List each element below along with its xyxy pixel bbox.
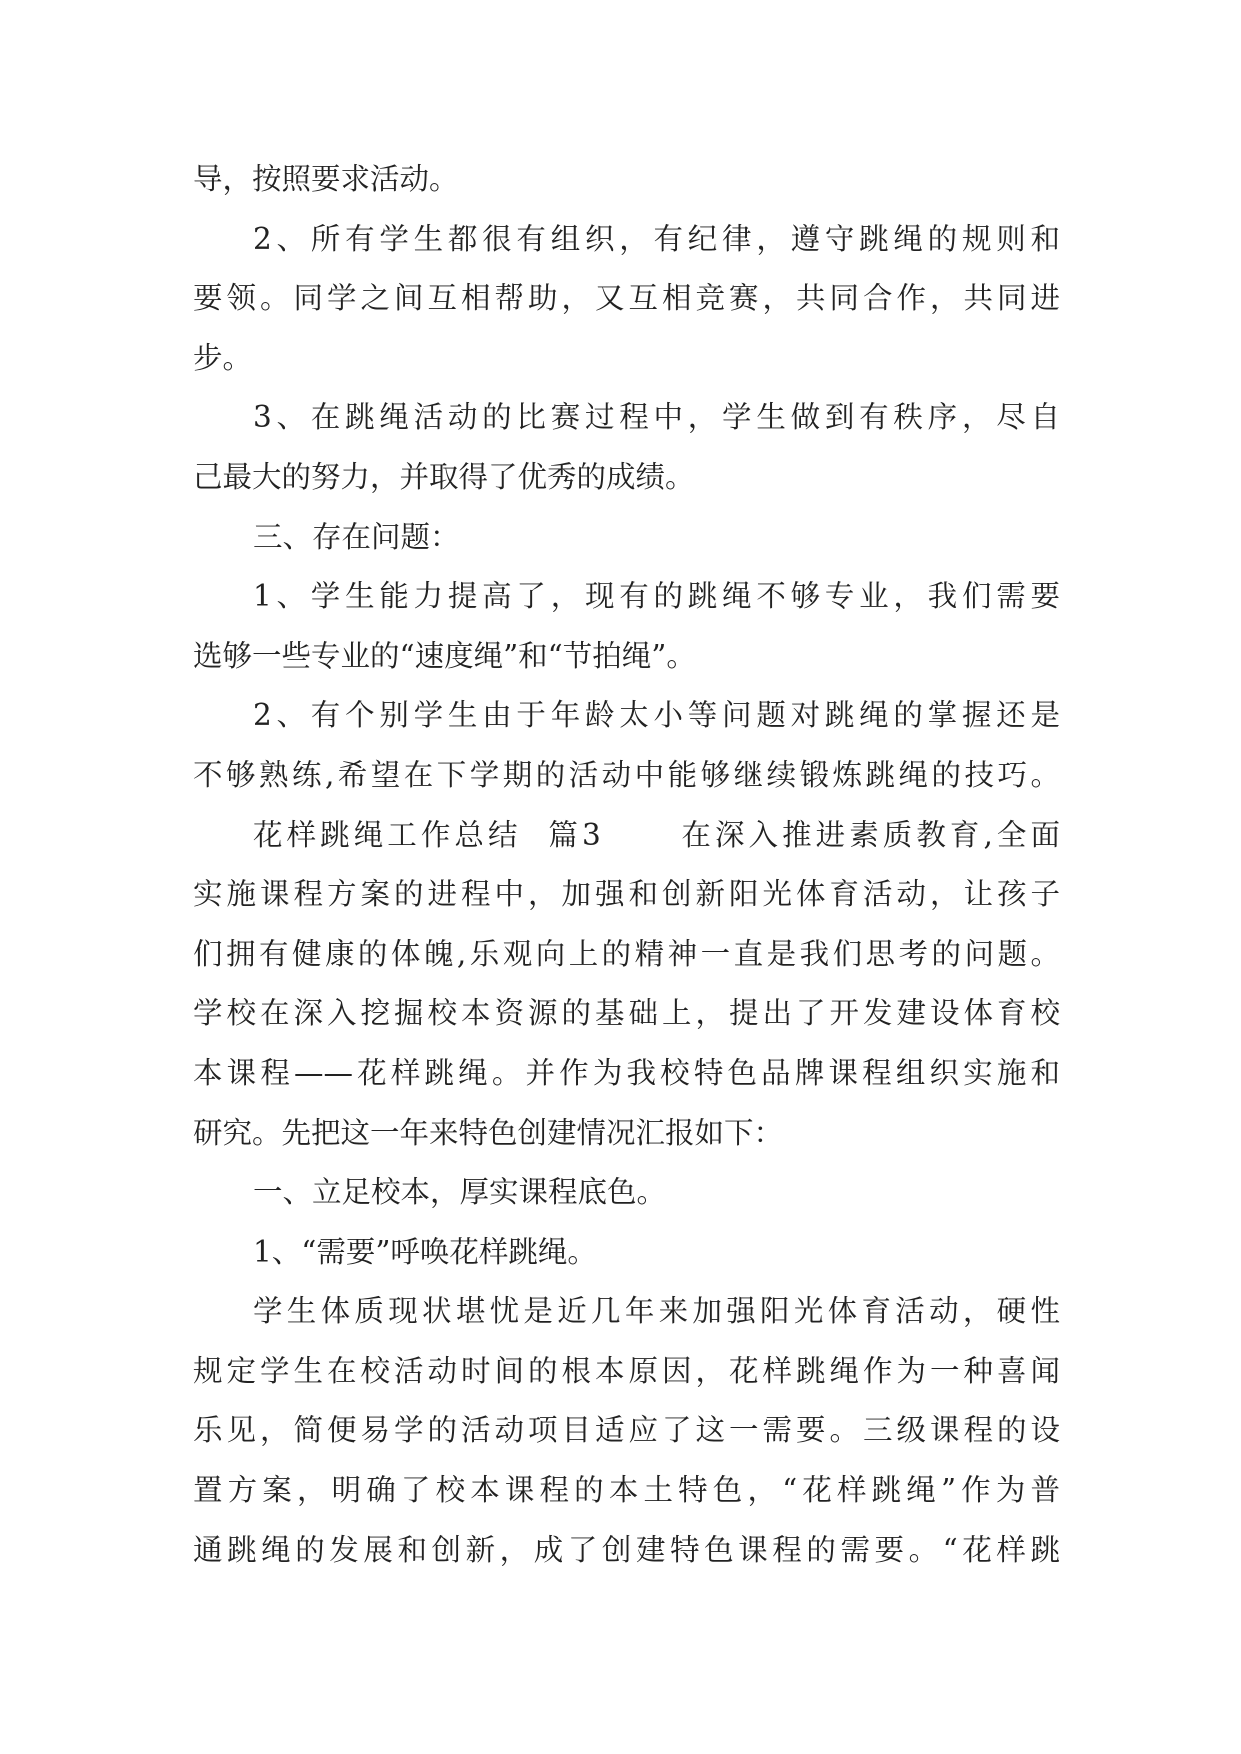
text-line: 通跳绳的发展和创新，成了创建特色课程的需要。“花样跳 [193, 1532, 1060, 1567]
text-line: 规定学生在校活动时间的根本原因，花样跳绳作为一种喜闻 [193, 1353, 1060, 1388]
text-line: 本课程——花样跳绳。并作为我校特色品牌课程组织实施和 [193, 1055, 1060, 1090]
text-line: 导，按照要求活动。 [193, 162, 459, 196]
text-line: 选够一些专业的“速度绳”和“节拍绳”。 [193, 638, 696, 673]
text-line: 不够熟练,希望在下学期的活动中能够继续锻炼跳绳的技巧。 [193, 757, 1060, 792]
text-line: 乐见，简便易学的活动项目适应了这一需要。三级课程的设 [193, 1413, 1060, 1448]
text-line: 己最大的努力，并取得了优秀的成绩。 [193, 459, 695, 494]
section-heading: 一、立足校本，厚实课程底色。 [253, 1175, 667, 1210]
paragraph-start-line: 学生体质现状堪忧是近几年来加强阳光体育活动，硬性 [253, 1294, 1060, 1329]
paragraph-start-line: 1、学生能力提高了，现有的跳绳不够专业，我们需要 [253, 579, 1060, 614]
paragraph-start-line: 3、在跳绳活动的比赛过程中，学生做到有秩序，尽自 [253, 400, 1060, 435]
text-line: 实施课程方案的进程中，加强和创新阳光体育活动，让孩子 [193, 877, 1060, 912]
text-line: 学校在深入挖掘校本资源的基础上，提出了开发建设体育校 [193, 996, 1060, 1031]
subsection-heading: 1、“需要”呼唤花样跳绳。 [253, 1234, 597, 1269]
text-line: 要领。同学之间互相帮助，又互相竞赛，共同合作，共同进 [193, 281, 1060, 316]
text-line: 们拥有健康的体魄,乐观向上的精神一直是我们思考的问题。 [193, 936, 1060, 971]
section-heading: 三、存在问题： [253, 519, 460, 554]
document-body [193, 150, 1060, 1580]
paragraph-start-line: 花样跳绳工作总结 篇3 在深入推进素质教育,全面 [253, 817, 1060, 852]
text-line: 研究。先把这一年来特色创建情况汇报如下： [193, 1115, 784, 1150]
text-line: 置方案，明确了校本课程的本土特色，“花样跳绳”作为普 [193, 1473, 1060, 1508]
paragraph-start-line: 2、有个别学生由于年龄太小等问题对跳绳的掌握还是 [253, 698, 1060, 733]
paragraph-start-line: 2、所有学生都很有组织，有纪律，遵守跳绳的规则和 [253, 221, 1060, 256]
text-line: 步。 [193, 340, 253, 375]
